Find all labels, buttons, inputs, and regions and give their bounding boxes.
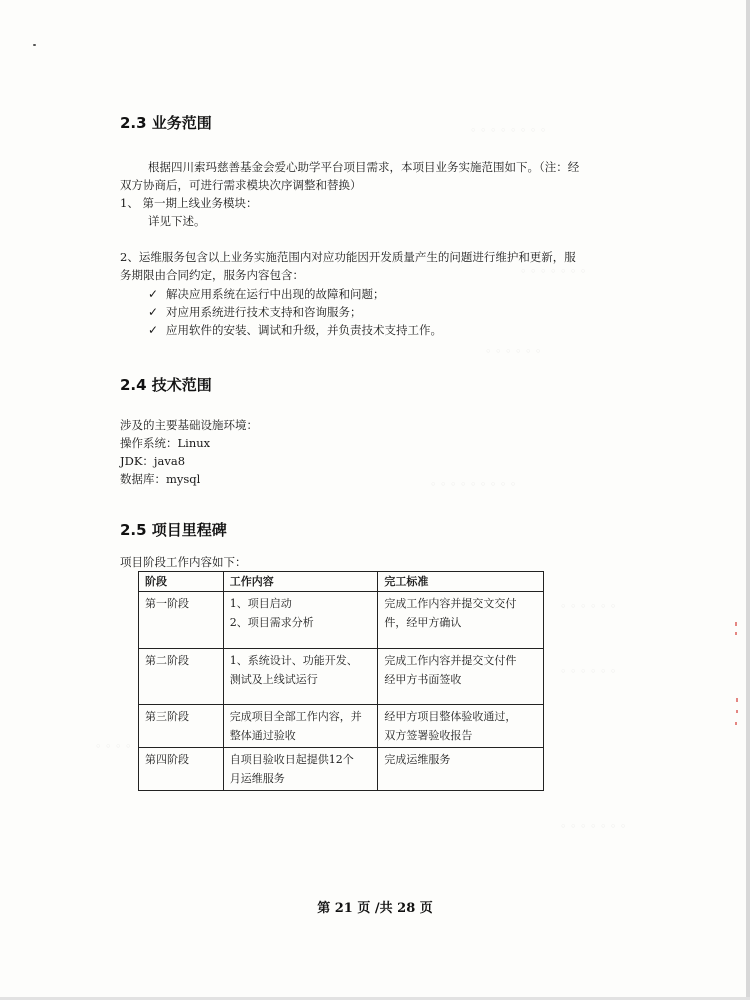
- paragraph-line: 双方协商后，可进行需求模块次序调整和替换）: [120, 178, 362, 192]
- cell-line: 1、项目启动: [229, 597, 292, 610]
- bleed-through: ◦ ◦ ◦ ◦ ◦ ◦: [560, 665, 617, 678]
- scan-red-mark: [735, 622, 737, 626]
- cell-line: 1、系统设计、功能开发、: [229, 654, 358, 667]
- table-row: [139, 649, 544, 705]
- stage-cell: 第三阶段: [139, 705, 224, 748]
- scan-red-mark: [736, 710, 738, 713]
- paragraph-line: 涉及的主要基础设施环境：: [120, 418, 258, 432]
- criteria-cell: [378, 705, 544, 748]
- db-line: 数据库：mysql: [120, 472, 201, 486]
- criteria-cell: [378, 748, 544, 791]
- cell-line: 完成项目全部工作内容，并: [229, 710, 362, 723]
- criteria-cell: [378, 592, 544, 649]
- table-header-cell: 完工标准: [378, 572, 544, 592]
- cell-line: 双方签署验收报告: [384, 729, 473, 742]
- table-header-row: [139, 572, 544, 592]
- cell-line: 完成工作内容并提交文交付: [384, 597, 517, 610]
- page-number: 第 21 页 /共 28 页: [317, 901, 433, 916]
- table-row: [139, 705, 544, 748]
- section-heading: 2.3 业务范围: [120, 114, 212, 132]
- os-line: 操作系统：Linux: [120, 436, 211, 450]
- cell-line: 件，经甲方确认: [384, 616, 462, 629]
- bleed-through: ◦ ◦ ◦ ◦: [95, 740, 132, 753]
- work-cell: [223, 748, 378, 791]
- criteria-cell: [378, 649, 544, 705]
- section-heading: 2.4 技术范围: [120, 376, 212, 394]
- section-heading: 2.5 项目里程碑: [120, 521, 227, 539]
- paragraph-line: 根据四川索玛慈善基金会爱心助学平台项目需求，本项目业务实施范围如下。（注：经: [148, 160, 580, 174]
- cell-line: 完成工作内容并提交文付件: [384, 654, 517, 667]
- bleed-through: ◦ ◦ ◦ ◦ ◦ ◦ ◦ ◦ ◦: [430, 478, 517, 491]
- work-cell: [223, 705, 378, 748]
- jdk-line: JDK：java8: [120, 454, 186, 468]
- list-item-text: 对应用系统进行技术支持和咨询服务；: [166, 305, 362, 319]
- list-item-label: 1、 第一期上线业务模块：: [120, 196, 258, 210]
- work-cell: [223, 592, 378, 649]
- table-row: [139, 748, 544, 791]
- table-header-cell: 阶段: [139, 572, 224, 592]
- cell-line: 整体通过验收: [229, 729, 296, 742]
- list-item: [148, 303, 362, 321]
- cell-line: 2、项目需求分析: [229, 616, 314, 629]
- list-item-text: 解决应用系统在运行中出现的故障和问题；: [166, 287, 385, 301]
- stage-cell: 第二阶段: [139, 649, 224, 705]
- bleed-through: ◦ ◦ ◦ ◦ ◦ ◦ ◦ ◦: [470, 124, 547, 137]
- cell-line: 测试及上线试运行: [229, 673, 318, 686]
- list-item-detail: 详见下述。: [148, 214, 206, 228]
- list-item: [148, 285, 385, 303]
- table-header-cell: 工作内容: [223, 572, 378, 592]
- check-icon: ✓: [148, 323, 159, 337]
- cell-line: 经甲方项目整体验收通过，: [384, 710, 517, 723]
- paragraph-line: 2、运维服务包含以上业务实施范围内对应功能因开发质量产生的问题进行维护和更新，服: [120, 250, 576, 264]
- bleed-through: ◦ ◦ ◦ ◦ ◦ ◦: [560, 600, 617, 613]
- milestone-table: [138, 571, 544, 791]
- stage-cell: 第四阶段: [139, 748, 224, 791]
- scan-red-mark: [736, 698, 738, 702]
- cell-line: 自项目验收日起提供12个: [229, 753, 354, 766]
- stage-cell: 第一阶段: [139, 592, 224, 649]
- cell-line: 月运维服务: [229, 772, 285, 785]
- paragraph-line: 务期限由合同约定，服务内容包含：: [120, 268, 304, 282]
- cell-line: 完成运维服务: [384, 753, 451, 766]
- bleed-through: ◦ ◦ ◦ ◦ ◦ ◦ ◦: [560, 820, 627, 833]
- scan-edge: [746, 0, 750, 1000]
- bleed-through: ◦ ◦ ◦ ◦ ◦ ◦: [485, 345, 542, 358]
- bleed-through: ◦ ◦ ◦ ◦ ◦ ◦ ◦: [520, 265, 587, 278]
- scan-speck: [33, 44, 36, 46]
- scan-red-mark: [735, 632, 737, 635]
- scan-red-mark: [735, 722, 737, 725]
- paragraph-line: 项目阶段工作内容如下：: [120, 555, 247, 569]
- cell-line: 经甲方书面签收: [384, 673, 462, 686]
- work-cell: [223, 649, 378, 705]
- check-icon: ✓: [148, 305, 159, 319]
- list-item: [148, 321, 442, 339]
- check-icon: ✓: [148, 287, 159, 301]
- table-row: [139, 592, 544, 649]
- list-item-text: 应用软件的安装、调试和升级，并负责技术支持工作。: [166, 323, 442, 337]
